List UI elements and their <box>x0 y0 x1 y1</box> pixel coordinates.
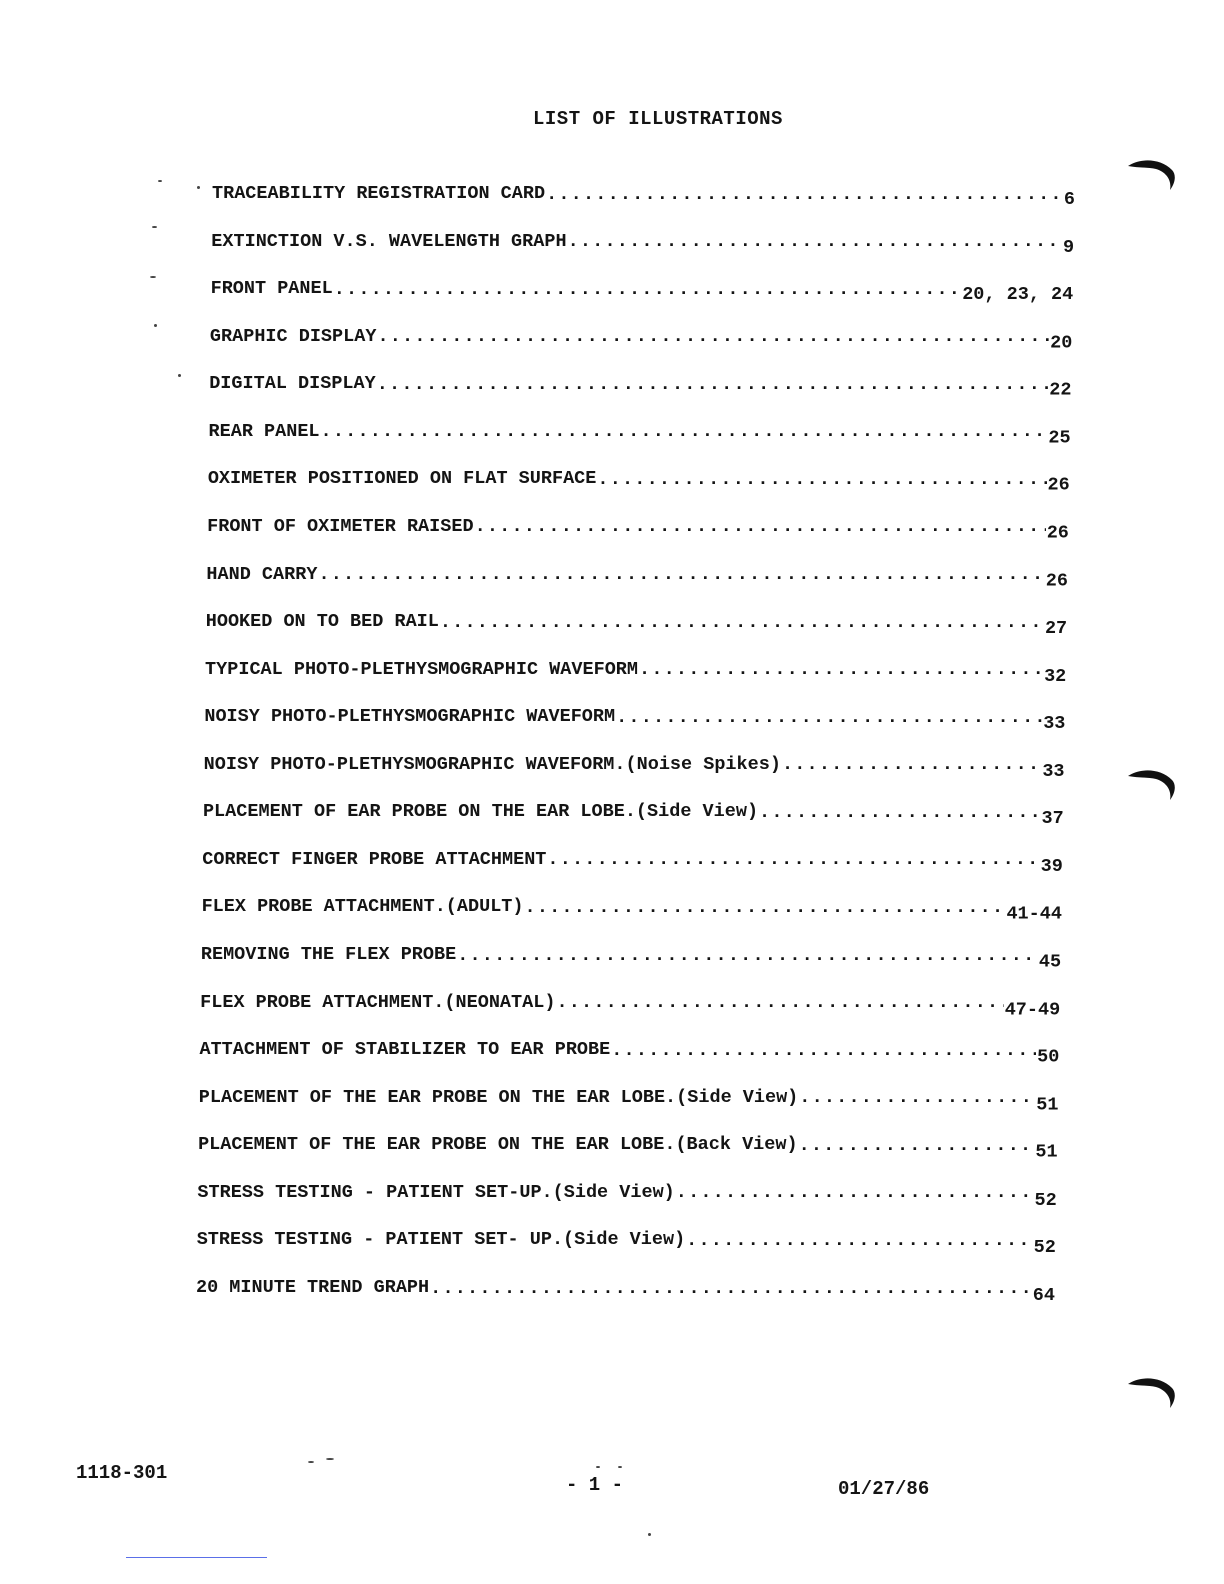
toc-entry-pages: 39 <box>1040 856 1063 878</box>
toc-entry-title: STRESS TESTING - PATIENT SET-UP.(Side View) <box>197 1181 675 1203</box>
toc-entry <box>204 699 1066 735</box>
toc-entry-pages: 26 <box>1047 474 1070 496</box>
dot-leader <box>556 985 1003 1013</box>
toc-entry <box>212 176 1075 210</box>
toc-entry-title: TYPICAL PHOTO-PLETHYSMOGRAPHIC WAVEFORM <box>205 658 639 680</box>
document-number: 1118-301 <box>76 1462 168 1484</box>
scan-speck <box>150 276 156 278</box>
toc-entry <box>211 224 1075 258</box>
dot-leader <box>525 889 1006 917</box>
toc-entry-pages: 9 <box>1063 236 1075 258</box>
dot-leader <box>546 176 1063 204</box>
toc-entry-title: HOOKED ON TO BED RAIL <box>205 611 439 633</box>
dot-leader <box>782 747 1041 775</box>
toc-entry <box>200 985 1061 1021</box>
dot-leader <box>475 509 1046 537</box>
toc-entry-pages: 52 <box>1033 1237 1056 1259</box>
toc-entry-pages: 27 <box>1044 617 1068 639</box>
toc-entry-title: FLEX PROBE ATTACHMENT.(ADULT) <box>201 896 524 918</box>
toc-entry-pages: 25 <box>1048 427 1071 449</box>
dot-leader <box>547 842 1039 870</box>
toc-entry <box>201 889 1062 925</box>
dot-leader <box>799 1127 1035 1155</box>
scan-speck <box>152 226 157 228</box>
dot-leader <box>639 652 1043 680</box>
toc-entry-pages: 51 <box>1036 1094 1059 1116</box>
dot-leader <box>430 1270 1032 1298</box>
dot-leader <box>759 794 1040 822</box>
dot-leader <box>568 224 1062 252</box>
dot-leader <box>676 1175 1034 1203</box>
toc-entry-title: FRONT PANEL <box>210 278 333 300</box>
toc-entry-title: 20 MINUTE TREND GRAPH <box>196 1277 430 1298</box>
toc-entry-title: REAR PANEL <box>208 420 320 442</box>
toc-entry <box>205 652 1067 687</box>
toc-entry <box>207 461 1070 496</box>
toc-entry-title: GRAPHIC DISPLAY <box>209 325 377 347</box>
toc-entry-pages: 37 <box>1041 808 1064 830</box>
toc-entry <box>196 1270 1055 1306</box>
toc-entry-title: NOISY PHOTO-PLETHYSMOGRAPHIC WAVEFORM <box>204 706 616 728</box>
page-number: - 1 - <box>566 1474 624 1496</box>
toc-entry <box>196 1222 1056 1259</box>
dot-leader <box>321 414 1048 442</box>
toc-entry <box>197 1175 1057 1211</box>
toc-entry-title: PLACEMENT OF THE EAR PROBE ON THE EAR LOBE.(Back View) <box>198 1134 798 1156</box>
scan-speck <box>178 374 181 377</box>
page-title: LIST OF ILLUSTRATIONS <box>533 108 783 130</box>
toc-entry-title: DIGITAL DISPLAY <box>209 373 376 395</box>
toc-entry <box>200 937 1062 973</box>
scan-speck <box>154 324 157 327</box>
toc-entry-pages: 20, 23, 24 <box>962 284 1074 306</box>
scan-speck <box>618 1466 622 1468</box>
toc-entry <box>202 794 1064 830</box>
toc-entry-title: EXTINCTION V.S. WAVELENGTH GRAPH <box>211 230 567 252</box>
toc-entry-pages: 20 <box>1050 331 1073 353</box>
binder-hole-icon <box>1126 156 1180 196</box>
toc-entry-title: REMOVING THE FLEX PROBE <box>200 944 457 966</box>
toc-entry-pages: 41-44 <box>1006 903 1062 925</box>
toc-entry <box>209 319 1073 353</box>
dot-leader <box>457 937 1038 965</box>
toc-entry-pages: 45 <box>1038 951 1062 973</box>
toc-entry-title: TRACEABILITY REGISTRATION CARD <box>212 183 546 204</box>
toc-entry-title: NOISY PHOTO-PLETHYSMOGRAPHIC WAVEFORM.(Noise Spikes) <box>203 753 781 775</box>
document-date: 01/27/86 <box>838 1478 930 1500</box>
scan-speck <box>308 1461 314 1463</box>
toc-entry-title: FRONT OF OXIMETER RAISED <box>207 515 474 537</box>
dot-leader <box>334 271 961 299</box>
toc-entry-pages: 6 <box>1063 189 1075 210</box>
toc-entry <box>202 842 1063 878</box>
scan-speck <box>326 1458 334 1460</box>
toc-entry-title: CORRECT FINGER PROBE ATTACHMENT <box>202 848 547 870</box>
toc-entry <box>207 509 1069 544</box>
toc-entry-pages: 26 <box>1046 522 1069 544</box>
dot-leader <box>377 319 1049 347</box>
toc-entry-pages: 22 <box>1049 379 1072 401</box>
dot-leader <box>616 699 1042 727</box>
scan-speck <box>596 1466 600 1468</box>
scan-speck <box>197 186 200 189</box>
dot-leader <box>611 1032 1036 1060</box>
binder-hole-icon <box>1126 766 1180 806</box>
dot-leader <box>799 1080 1035 1108</box>
toc-entry <box>208 414 1071 449</box>
dot-leader <box>686 1222 1032 1250</box>
binder-hole-icon <box>1126 1374 1180 1414</box>
toc-entry <box>209 366 1072 401</box>
toc-entry-pages: 33 <box>1042 760 1065 782</box>
dot-leader <box>597 461 1046 489</box>
toc-entry-title: ATTACHMENT OF STABILIZER TO EAR PROBE <box>199 1039 611 1061</box>
toc-entry-pages: 64 <box>1032 1285 1055 1306</box>
toc-entry <box>210 271 1074 306</box>
toc-entry-title: PLACEMENT OF EAR PROBE ON THE EAR LOBE.(Side View) <box>202 801 759 823</box>
toc-entry <box>205 604 1068 639</box>
toc-entry-pages: 33 <box>1043 713 1066 735</box>
toc-entry-title: STRESS TESTING - PATIENT SET- UP.(Side View) <box>196 1229 686 1251</box>
dot-leader <box>318 557 1044 585</box>
scan-speck <box>648 1533 651 1536</box>
toc-entry-title: PLACEMENT OF THE EAR PROBE ON THE EAR LOBE.(Side View) <box>198 1086 799 1108</box>
scan-speck <box>158 180 162 182</box>
toc-entry-pages: 52 <box>1034 1189 1057 1211</box>
toc-entry-pages: 32 <box>1044 665 1067 687</box>
toc-entry <box>203 747 1065 782</box>
toc-entry-pages: 50 <box>1037 1046 1060 1068</box>
toc-entry-pages: 26 <box>1045 570 1069 592</box>
divider <box>126 1557 267 1558</box>
toc-entry <box>198 1080 1059 1116</box>
toc-entry-pages: 47-49 <box>1004 999 1061 1021</box>
toc-entry <box>206 557 1069 592</box>
toc-entry-title: FLEX PROBE ATTACHMENT.(NEONATAL) <box>200 991 556 1013</box>
dot-leader <box>377 366 1049 394</box>
dot-leader <box>440 604 1044 632</box>
toc-entry-title: HAND CARRY <box>206 563 318 585</box>
toc-entry-title: OXIMETER POSITIONED ON FLAT SURFACE <box>207 468 597 490</box>
toc-entry <box>199 1032 1060 1068</box>
toc-entry-pages: 51 <box>1035 1142 1058 1164</box>
toc-entry <box>198 1127 1058 1164</box>
